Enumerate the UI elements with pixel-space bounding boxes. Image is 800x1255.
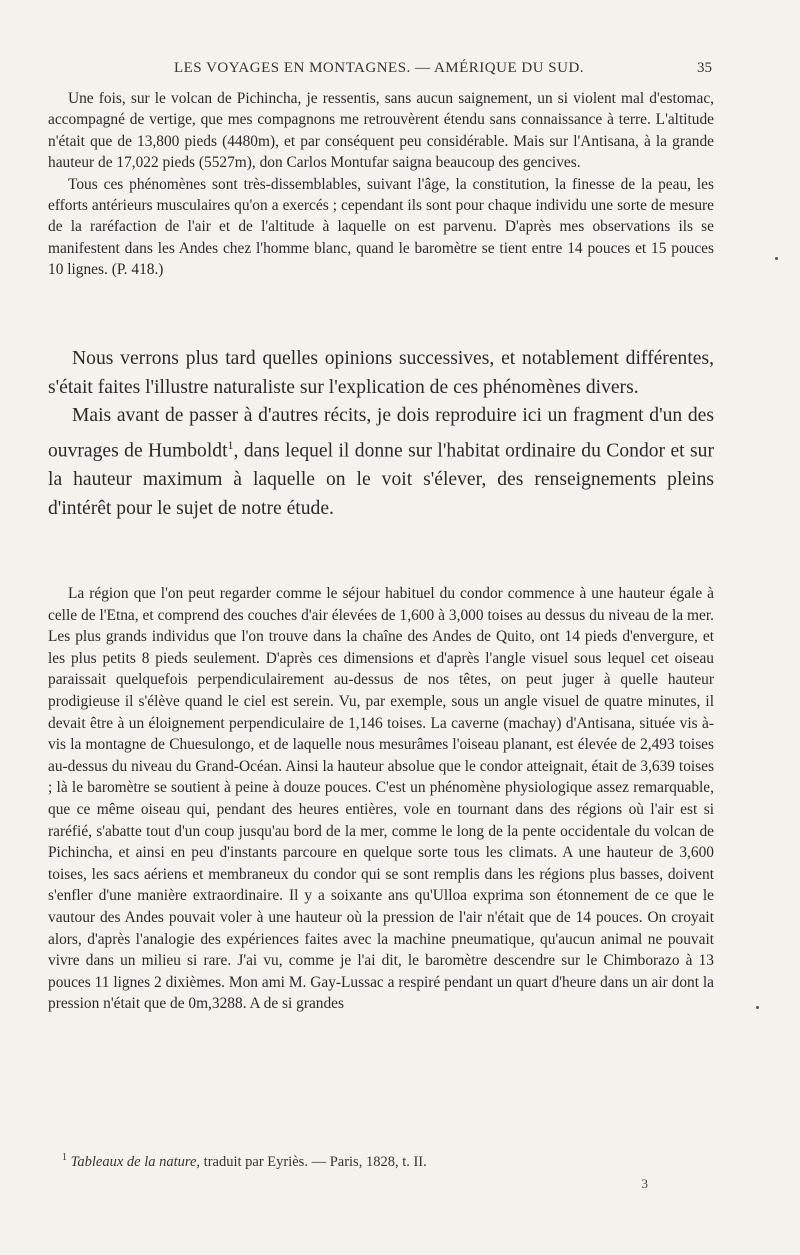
signature-mark: 3 [641, 1176, 648, 1191]
footnote-title: Tableaux de la nature, [70, 1153, 201, 1170]
footnote-number: 1 [62, 1152, 67, 1163]
page-number: 35 [697, 60, 712, 76]
footnote [62, 1152, 712, 1171]
main-paragraph-1: Nous verrons plus tard quelles opinions successives, et notablement différentes, s'était faites l'illustre naturaliste sur l'explication de ces phénomènes divers. [48, 348, 714, 398]
main-text-block [48, 345, 714, 523]
margin-dot [775, 257, 778, 260]
main-paragraph-2 [48, 402, 714, 523]
footnote-reference: 1 [227, 437, 234, 452]
main-paragraph-2-end: , dans lequel il donne sur l'habitat ordinaire du Condor et sur la hauteur maximum à laquelle on le voit s'élever, des renseignements pleins d'intérêt pour le sujet de notre étude. [48, 440, 714, 519]
main-paragraph-2-start: Mais avant de passer à d'autres récits, je dois reproduire ici un fragment d'un des ouvrages de Humboldt [48, 405, 714, 462]
quotation-block-1 [48, 88, 714, 281]
margin-dot [756, 1006, 759, 1009]
quote1-paragraph-1: Une fois, sur le volcan de Pichincha, je ressentis, sans aucun saignement, un si violent mal d'estomac, accompagné de vertige, que mes compagnons me retrouvèrent étendu sans connaissance à terre. L'altitude n'était que de 13,800 pieds (4480m), et par conséquent peu considérable. Mais sur l'Antisana, à la grande hauteur de 17,022 pieds (5527m), don Carlos Montufar saigna beaucoup des gencives. [48, 90, 714, 172]
quote1-paragraph-2: Tous ces phénomènes sont très-dissemblables, suivant l'âge, la constitution, la finesse de la peau, les efforts antérieurs musculaires qu'on a exercés ; cependant ils sont pour chaque individu une sorte de mesure de la raréfaction de l'air et de l'altitude à laquelle on est parvenu. D'après mes observations ils se manifestent dans les Andes chez l'homme blanc, quand le baromètre se tient entre 14 pouces et 15 pouces 10 lignes. (P. 418.) [48, 175, 714, 279]
quote2-paragraph: La région que l'on peut regarder comme le séjour habituel du condor commence à une hauteur égale à celle de l'Etna, et comprend des couches d'air élevées de 1,600 à 3,000 toises au dessus du niveau de la mer. Les plus grands individus que l'on trouve dans la chaîne des Andes de Quito, ont 14 pieds d'envergure, et les plus petits 8 pieds seulement. D'après ces dimensions et d'après l'angle visuel sous lequel cet oiseau paraissait quelquefois perpendiculairement au-dessus de nos têtes, on peut juger à quelle hauteur prodigieuse il s'élève quand le ciel est serein. Vu, par exemple, sous un angle visuel de quatre minutes, il devait être à un éloignement perpendiculaire de 1,146 toises. La caverne (machay) d'Antisana, située vis à-vis la montagne de Chuesulongo, et de laquelle nous mesurâmes l'oiseau planant, est élevée de 2,493 toises au-dessus du niveau du Grand-Océan. Ainsi la hauteur absolue que le condor atteignait, était de 3,639 toises ; là le baromètre se soutient à peine à douze pouces. C'est un phénomène physiologique assez remarquable, que ce même oiseau qui, pendant des heures entières, vole en tournant dans des régions où l'air est si raréfié, s'abatte tout d'un coup jusqu'au bord de la mer, comme le long de la pente occidentale du volcan de Pichincha, et ainsi en peu d'instants parcoure en quelque sorte tous les climats. A une hauteur de 3,600 toises, les sacs aériens et membraneux du condor qui se sont remplis dans les régions plus basses, doivent s'enfler d'une manière extraordinaire. Il y a soixante ans qu'Ulloa exprima son étonnement de ce que le vautour des Andes pouvait voler à une hauteur où la pression de l'air n'était que de 14 pouces. On croyait alors, d'après l'analogie des expériences faites avec la machine pneumatique, qu'aucun animal ne pouvait vivre dans un milieu si rare. J'ai vu, comme je l'ai dit, le baromètre descendre sur le Chimborazo à 13 pouces 11 lignes 2 dixièmes. Mon ami M. Gay-Lussac a respiré pendant un quart d'heure dans un air dont la pression n'était que de 0m,3288. A de si grandes [48, 585, 714, 1013]
quotation-block-2 [48, 583, 714, 1015]
running-header: LES VOYAGES EN MONTAGNES. — AMÉRIQUE DU SUD. [173, 60, 585, 76]
footnote-citation: traduit par Eyriès. — Paris, 1828, t. II. [200, 1153, 427, 1170]
